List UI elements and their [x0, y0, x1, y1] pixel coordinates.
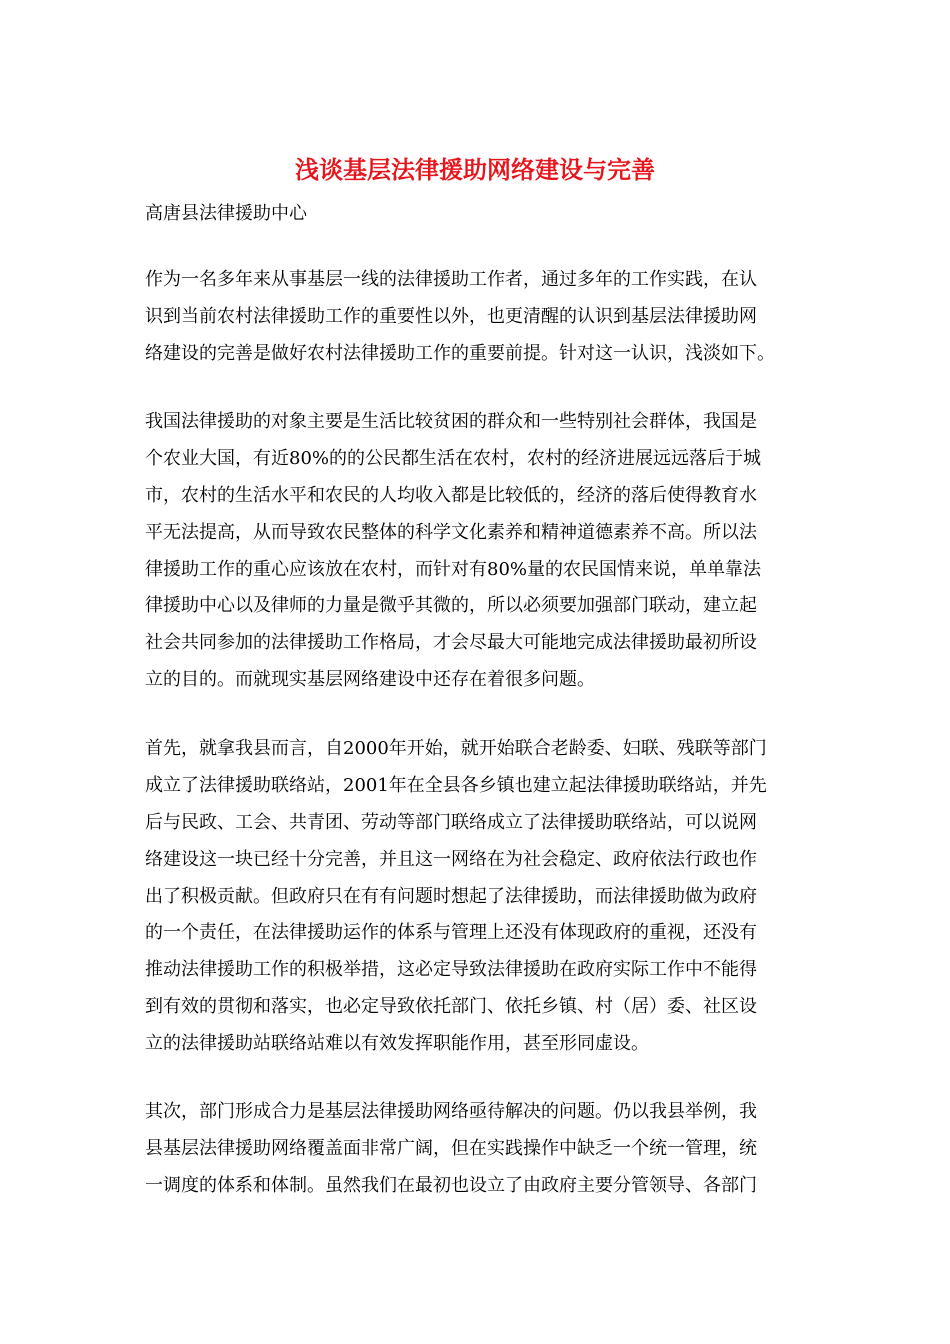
text-line: 络建设这一块已经十分完善，并且这一网络在为社会稳定、政府依法行政也作 — [145, 848, 757, 870]
text-line: 出了积极贡献。但政府只在有有问题时想起了法律援助，而法律援助做为政府 — [145, 885, 757, 907]
text-line: 首先，就拿我县而言，自2000年开始，就开始联合老龄委、妇联、残联等部门 — [145, 738, 767, 759]
text-line: 立的法律援助站联络站难以有效发挥职能作用，甚至形同虚设。 — [145, 1033, 649, 1055]
paragraph-2 — [145, 404, 815, 699]
paragraph-4 — [145, 1094, 815, 1205]
author-organization: 高唐县法律援助中心 — [145, 203, 307, 224]
text-line: 律援助中心以及律师的力量是微乎其微的，所以必须要加强部门联动，建立起 — [145, 595, 757, 617]
text-line: 其次，部门形成合力是基层法律援助网络亟待解决的问题。仍以我县举例，我 — [145, 1101, 757, 1122]
text-line: 立的目的。而就现实基层网络建设中还存在着很多问题。 — [145, 669, 595, 691]
text-line: 的一个责任，在法律援助运作的体系与管理上还没有体现政府的重视，还没有 — [145, 922, 757, 944]
text-line: 市，农村的生活水平和农民的人均收入都是比较低的，经济的落后使得教育水 — [145, 484, 757, 506]
document-title: 浅谈基层法律援助网络建设与完善 — [295, 155, 655, 184]
text-line: 律援助工作的重心应该放在农村，而针对有80%量的农民国情来说，单单靠法 — [145, 558, 762, 580]
text-line: 到有效的贯彻和落实，也必定导致依托部门、依托乡镇、村（居）委、社区设 — [145, 996, 757, 1018]
text-line: 络建设的完善是做好农村法律援助工作的重要前提。针对这一认识，浅淡如下。 — [145, 342, 775, 364]
text-line: 个农业大国，有近80%的的公民都生活在农村，农村的经济进展远远落后于城 — [145, 447, 762, 469]
text-line: 我国法律援助的对象主要是生活比较贫困的群众和一些特别社会群体，我国是 — [145, 411, 757, 432]
text-line: 推动法律援助工作的积极举措，这必定导致法律援助在政府实际工作中不能得 — [145, 959, 757, 981]
text-line: 社会共同参加的法律援助工作格局，才会尽最大可能地完成法律援助最初所设 — [145, 632, 757, 654]
text-line: 平无法提高，从而导致农民整体的科学文化素养和精神道德素养不高。所以法 — [145, 521, 757, 543]
text-line: 一调度的体系和体制。虽然我们在最初也设立了由政府主要分管领导、各部门 — [145, 1174, 757, 1196]
paragraph-3 — [145, 731, 815, 1063]
paragraph-1 — [145, 262, 815, 373]
text-line: 成立了法律援助联络站，2001年在全县各乡镇也建立起法律援助联络站，并先 — [145, 774, 767, 796]
text-line: 后与民政、工会、共青团、劳动等部门联络成立了法律援助联络站，可以说网 — [145, 811, 757, 833]
text-line: 识到当前农村法律援助工作的重要性以外，也更清醒的认识到基层法律援助网 — [145, 305, 757, 327]
text-line: 县基层法律援助网络覆盖面非常广阔，但在实践操作中缺乏一个统一管理，统 — [145, 1137, 757, 1159]
text-line: 作为一名多年来从事基层一线的法律援助工作者，通过多年的工作实践，在认 — [145, 269, 757, 290]
